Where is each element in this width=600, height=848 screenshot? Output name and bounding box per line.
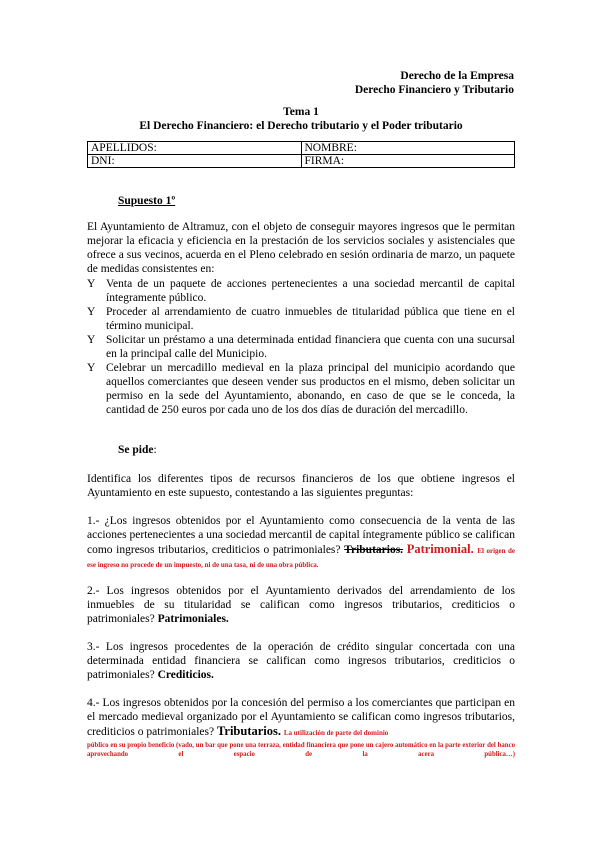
- bullet-icon: Y: [87, 306, 96, 318]
- intro-paragraph: El Ayuntamiento de Altramuz, con el objeto de conseguir mayores ingresos que le permitan mejorar la eficacia y eficiencia en la prestación de los servicios sociales y asistenciales que ofrece a sus vecinos, acuerda en el Pleno celebrado en sesión ordinaria de marzo, un paquete de medidas consistentes en:: [87, 221, 515, 275]
- document-header: [355, 69, 514, 97]
- header-course: Derecho Financiero y Tributario: [354, 84, 514, 96]
- bullet-icon: Y: [87, 278, 96, 290]
- question-3-answer: Crediticios.: [157, 669, 214, 681]
- firma-field[interactable]: FIRMA:: [301, 155, 515, 168]
- question-3: [87, 640, 515, 682]
- question-1-note: El origen de ese ingreso no procede de un impuesto, ni de una tasa, ni de una obra pública.: [87, 547, 516, 569]
- list-item: Y Solicitar un préstamo a una determinada entidad financiera que cuenta con una sucursal en la principal calle del Municipio.: [87, 334, 515, 360]
- dni-field[interactable]: DNI:: [88, 155, 302, 168]
- question-4-note: público en su propio beneficio (vado, un bar que pone una terraza, entidad financiera que pone un cajero automático en la parte exterior del banco aprovechando el espacio de la acera pública…): [87, 742, 515, 758]
- question-2-text: 2.- Los ingresos obtenidos por el Ayuntamiento derivados del arrendamiento de los inmuebles de su titularidad se califican como ingresos tributarios, crediticios o patrimoniales?: [87, 585, 515, 625]
- question-2: [87, 584, 515, 626]
- tema-subtitle: El Derecho Financiero: el Derecho tributario y el Poder tributario: [139, 120, 463, 132]
- question-2-answer: Patrimoniales.: [157, 613, 229, 625]
- bullet-icon: Y: [87, 362, 96, 374]
- nombre-field[interactable]: NOMBRE:: [301, 142, 515, 155]
- question-1-answer: Patrimonial.: [406, 542, 474, 556]
- question-1-text: 1.- ¿Los ingresos obtenidos por el Ayuntamiento como consecuencia de la venta de las acciones pertenecientes a una sociedad mercantil de capital íntegramente público se califican como ingresos tributarios, crediticios o patrimoniales?: [87, 515, 515, 556]
- struck-answer: Tributarios.: [344, 544, 404, 556]
- apellidos-field[interactable]: APELLIDOS:: [88, 142, 302, 155]
- se-pide-label: Se pide: [118, 444, 154, 456]
- question-1: [87, 514, 515, 571]
- list-item: Y Venta de un paquete de acciones pertenecientes a una sociedad mercantil de capital íntegramente público.: [87, 278, 515, 304]
- bullet-icon: Y: [87, 334, 96, 346]
- instructions-paragraph: Identifica los diferentes tipos de recursos financieros de los que obtiene ingresos el Ayuntamiento en este supuesto, contestando a las siguientes preguntas:: [87, 473, 515, 499]
- question-4-text: 4.- Los ingresos obtenidos por la concesión del permiso a los comerciantes que participan en el mercado medieval organizado por el Ayuntamiento se califican como ingresos tributarios, crediticios o patrimoniales?: [87, 697, 515, 738]
- question-4-note-inline: La utilización de parte del dominio: [283, 729, 389, 737]
- question-4: [87, 696, 515, 739]
- question-4-answer: Tributarios.: [216, 724, 281, 738]
- tema-title: Tema 1: [283, 106, 319, 118]
- list-item: Y Proceder al arrendamiento de cuatro inmuebles de titularidad pública que tiene en el término municipal.: [87, 306, 515, 332]
- list-item: Y Celebrar un mercadillo medieval en la plaza principal del municipio acordando que aquellos comerciantes que deseen vender sus productos en el mismo, deben solicitar un permiso en la sede del Ayuntamiento, abonando, en caso de que se le conceda, la cantidad de 250 euros por cada uno de los dos días de duración del mercadillo.: [87, 362, 515, 416]
- supuesto-heading: Supuesto 1º: [118, 195, 176, 207]
- header-subject: Derecho de la Empresa: [400, 70, 514, 82]
- question-3-text: 3.- Los ingresos procedentes de la operación de crédito singular concertada con una determinada entidad financiera se califican como ingresos tributarios, crediticios o patrimoniales?: [87, 641, 515, 681]
- measures-list: [87, 277, 515, 417]
- student-info-table: [87, 141, 515, 168]
- se-pide-heading: Se pide:: [118, 444, 157, 456]
